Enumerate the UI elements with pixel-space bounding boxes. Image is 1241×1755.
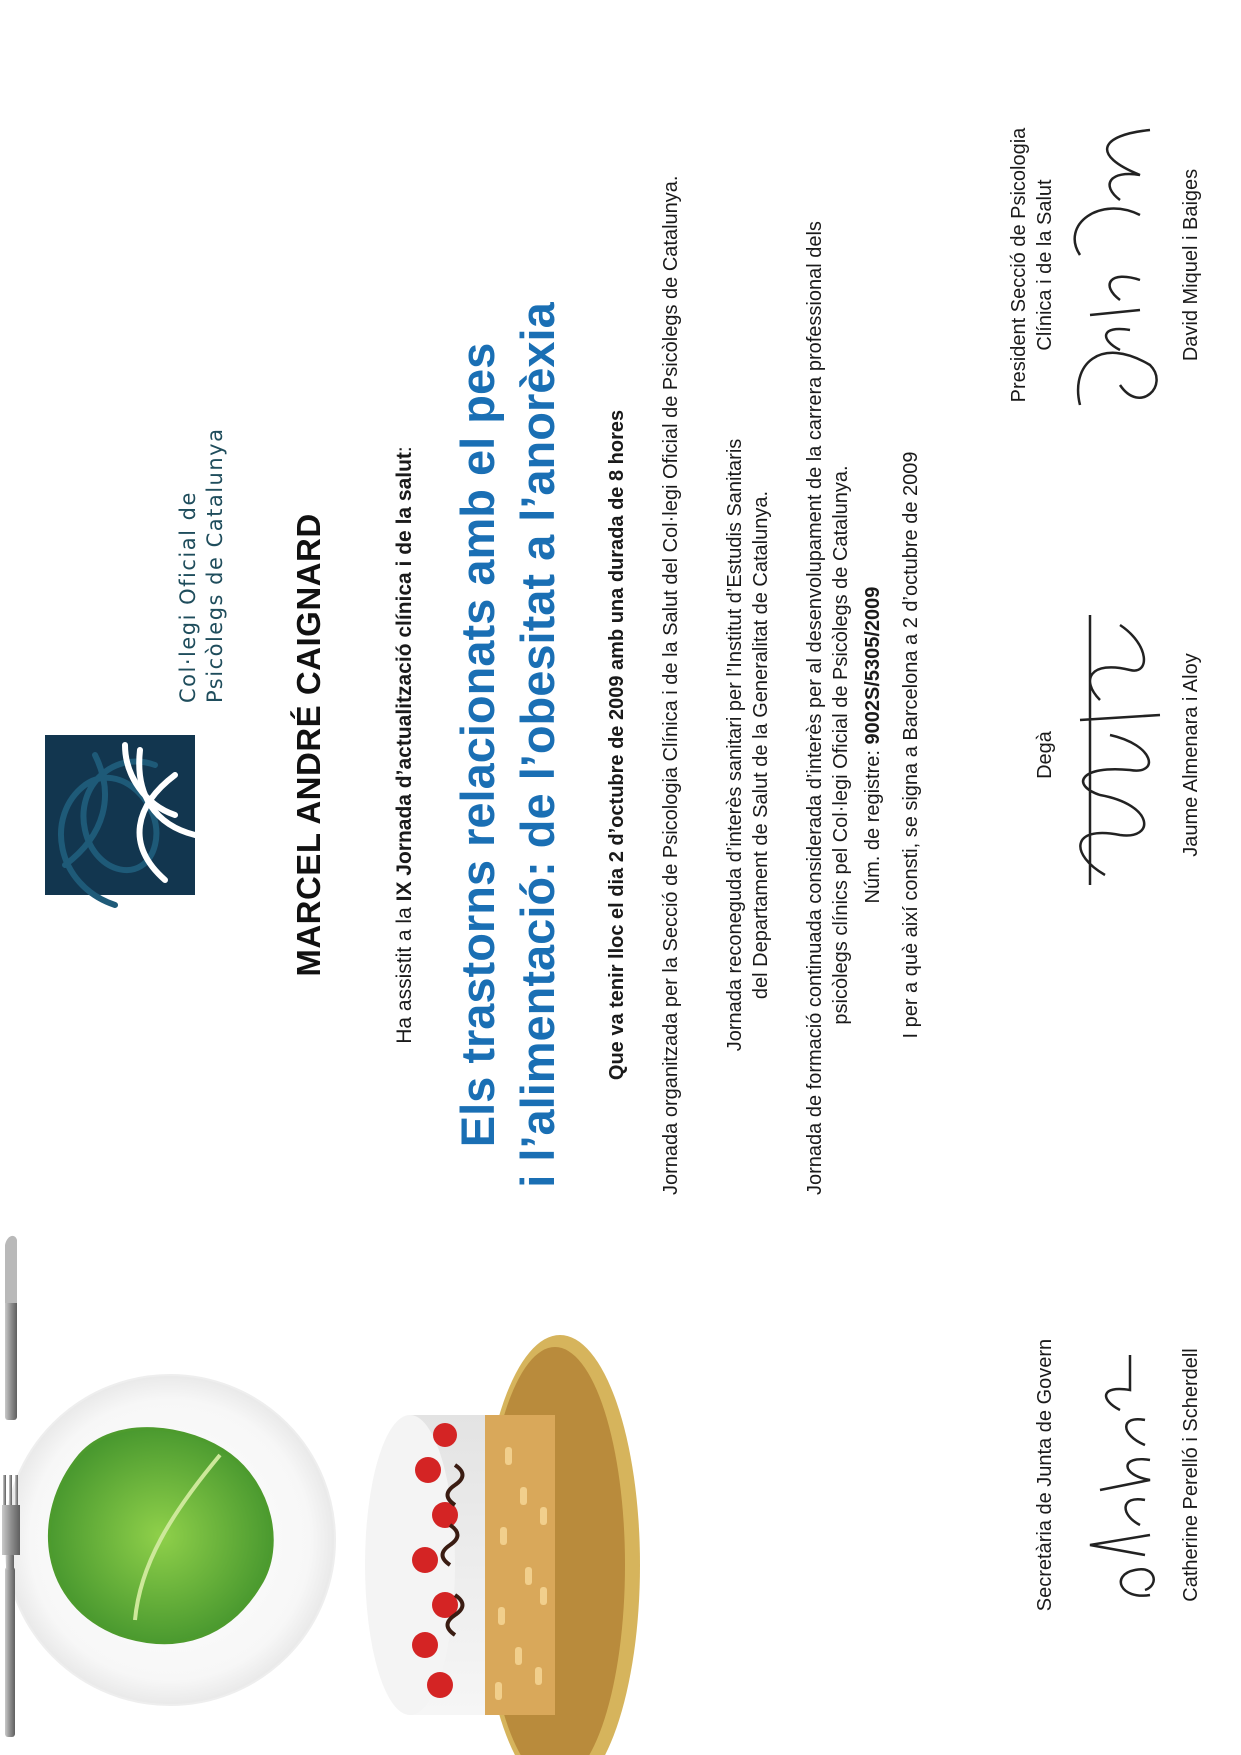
course-title-line1: Els trastorns relacionats amb el pes	[451, 342, 504, 1148]
event-date-duration: Que va tenir lloc el dia 2 d’octubre de 2009 amb una durada de 8 hores	[606, 409, 628, 1081]
signature-3	[1060, 115, 1170, 425]
course-title	[448, 295, 568, 1195]
organizer-statement: Jornada organitzada per la Secció de Psicologia Clínica i de la Salut del Col·legi Oficial de Psicòlegs de Catalunya.	[660, 175, 682, 1195]
attendance-suffix: :	[393, 446, 416, 453]
attendance-statement	[393, 295, 417, 1195]
signatory-1-name: Catherine Perelló i Scherdell	[1180, 1348, 1202, 1602]
fork	[2, 1475, 20, 1737]
logo-emblem	[25, 715, 235, 925]
signature-1	[1060, 1345, 1170, 1605]
recipient-name: MARCEL ANDRÉ CAIGNARD	[290, 513, 327, 977]
signature-2	[1060, 605, 1180, 895]
attendance-prefix: Ha assistit a la	[393, 901, 416, 1044]
knife	[5, 1236, 17, 1420]
cake	[365, 1335, 640, 1755]
registry-label: Núm. de registre:	[862, 744, 884, 904]
college-name	[175, 283, 229, 703]
event-name: IX Jornada d’actualització clínica i de la salut	[393, 452, 416, 902]
signatory-2-title-line1: Degà	[1034, 731, 1056, 779]
signatory-2-title	[1032, 575, 1058, 935]
recognition-statement	[722, 295, 774, 1195]
registry-number	[862, 295, 885, 1195]
signatory-3-name: David Miquel i Baiges	[1180, 168, 1202, 362]
signatory-3-title-line1: President Secció de Psicologia	[1008, 127, 1030, 403]
signatory-3-title	[1006, 85, 1058, 445]
closing-statement: I per a què així consti, se signa a Barcelona a 2 d’octubre de 2009	[900, 451, 922, 1039]
recognition-line2: del Departament de Salut de la Generalitat de Catalunya.	[750, 490, 772, 1000]
recognition-line1: Jornada reconeguda d’interès sanitari per l’Institut d’Estudis Sanitaris	[724, 438, 746, 1052]
signatory-2-name: Jaume Almenara i Aloy	[1180, 653, 1202, 857]
registry-value: 9002S/5305/2009	[862, 586, 884, 745]
signatory-3-title-line2: Clínica i de la Salut	[1034, 179, 1056, 351]
college-name-line1: Col·legi Oficial de	[176, 491, 200, 703]
signatory-1-title	[1032, 1295, 1058, 1655]
college-name-line2: Psicòlegs de Catalunya	[203, 427, 227, 703]
training-statement	[802, 221, 854, 1195]
table-setting-photo	[0, 1195, 640, 1755]
course-title-line2: i l’alimentació: de l’obesitat a l’anorèxia	[511, 302, 564, 1188]
signatory-1-title-line1: Secretària de Junta de Govern	[1034, 1338, 1056, 1612]
training-line1: Jornada de formació continuada considerada d’interès per al desenvolupament de la carrera professional dels	[804, 221, 826, 1195]
training-line2: psicòlegs clínics pel Col·legi Oficial de Psicòlegs de Catalunya.	[830, 465, 852, 1025]
